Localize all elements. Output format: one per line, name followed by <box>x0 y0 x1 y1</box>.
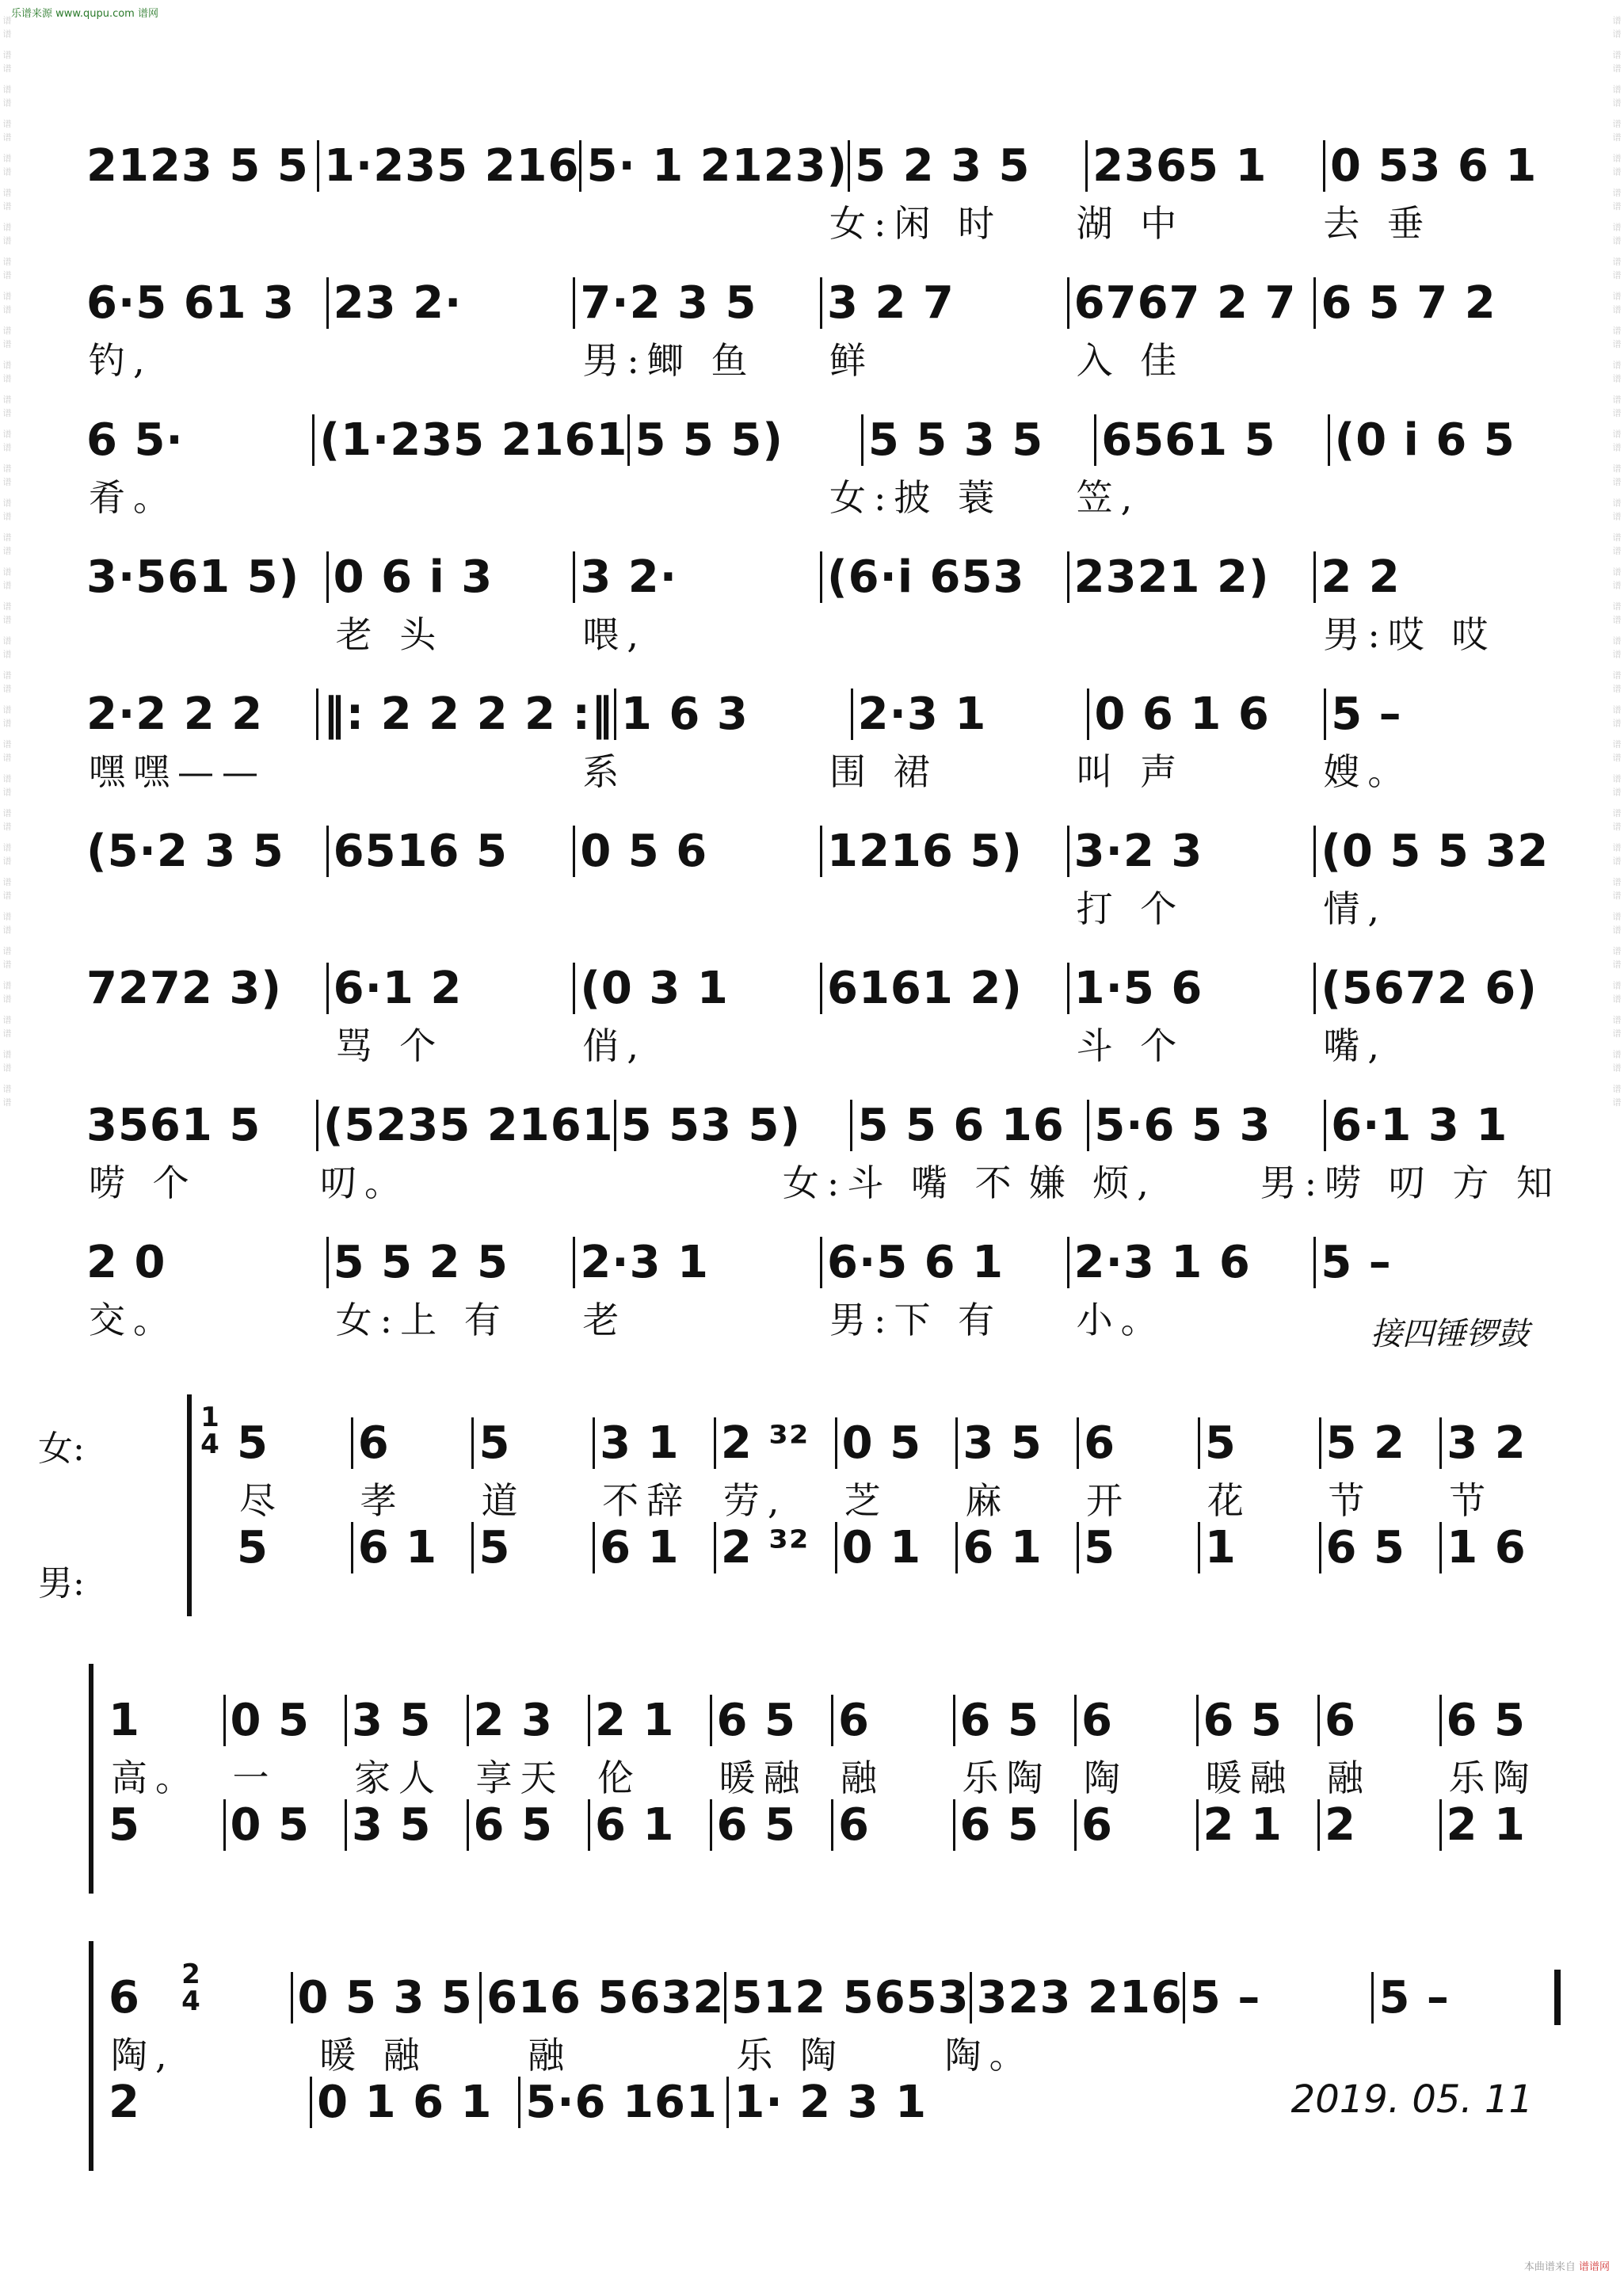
measure: 6 1 <box>955 1522 1077 1573</box>
score-line-2 <box>79 273 1561 382</box>
measure: 0 5 3 5 <box>291 1972 480 2024</box>
measure: 1 <box>109 1694 140 1746</box>
measure: 6 <box>831 1695 953 1746</box>
lyric: 节 <box>1449 1479 1494 1522</box>
measure: 3 2 <box>1439 1417 1561 1469</box>
measure: 6161 2) <box>820 963 1067 1014</box>
measure: (0 3 1 <box>573 963 820 1014</box>
measure: 2 2 <box>1313 551 1561 603</box>
measure: 6 5 <box>953 1799 1075 1851</box>
measure: 2 <box>1317 1799 1439 1851</box>
male-part-label: 男: <box>38 1563 85 1604</box>
measure: 6 <box>109 1971 140 2024</box>
score-line-8 <box>79 1096 1561 1204</box>
measure: 2 ³² <box>714 1417 835 1469</box>
side-watermark-right: 谱谱 谱谱 谱谱 谱谱 谱谱 谱谱 谱谱 谱谱 谱谱 谱谱 谱谱 谱谱 谱谱 谱谱 谱谱 谱谱 谱谱 谱谱 谱谱 谱谱 谱谱 谱谱 谱谱 谱谱 谱谱 谱谱 谱谱 谱谱 谱谱 谱谱 谱谱 谱谱 <box>1611 16 1622 1112</box>
measure: 6 1 <box>588 1799 710 1851</box>
measure: 5 – <box>1183 1972 1372 2024</box>
lyric: 老 <box>582 1299 627 1341</box>
measure: 6 <box>1074 1695 1196 1746</box>
measure: 6 <box>1074 1799 1196 1851</box>
measure: 1 6 <box>1439 1522 1561 1573</box>
transition-note: 接四锤锣鼓 <box>1370 1316 1529 1352</box>
measure: 2·2 2 2 <box>86 688 264 740</box>
lyric: 芝 <box>844 1479 889 1522</box>
measure: 0 6 1 6 <box>1087 688 1324 740</box>
lyric: 乐陶 <box>962 1757 1051 1799</box>
measure: 1·235 216 <box>317 140 580 192</box>
measure: 6516 5 <box>326 826 574 877</box>
measure: 6 <box>1077 1417 1198 1469</box>
lyric: 乐 陶 <box>736 2034 845 2077</box>
lyric: 劳, <box>722 1479 787 1522</box>
lyric: 陶 <box>1084 1757 1128 1799</box>
lyric: 唠 个 <box>89 1161 197 1204</box>
lyric: 暖融 <box>1205 1757 1294 1799</box>
lyric: 老 头 <box>335 613 444 656</box>
measure: 2·3 1 <box>851 688 1088 740</box>
measure: 1· 2 3 1 <box>726 2077 935 2128</box>
measure: 5 <box>237 1417 269 1469</box>
lyric: 道 <box>481 1479 526 1522</box>
measure: 6767 2 7 <box>1067 277 1314 329</box>
lyric: 男:下 有 <box>829 1299 1003 1341</box>
score-line-9 <box>79 1233 1561 1341</box>
measure: 616 5632 <box>479 1972 724 2024</box>
measure: 6 1 <box>351 1522 472 1573</box>
measure: 6 5 <box>467 1799 589 1851</box>
lyric: 入 佳 <box>1076 339 1185 382</box>
lyric: 肴。 <box>89 476 177 519</box>
lyric: 男:鲫 鱼 <box>582 339 756 382</box>
measure: ‖: 2 2 2 2 :‖ <box>316 688 614 740</box>
lyric: 女:闲 时 <box>829 202 1003 245</box>
measure: 0 5 <box>835 1417 956 1469</box>
lyric: 喂, <box>582 613 646 656</box>
final-barline <box>1554 1970 1561 2025</box>
lyric: 融 <box>528 2034 573 2077</box>
lyric: 高。 <box>111 1757 200 1799</box>
lyric: 伦 <box>597 1757 642 1799</box>
measure: 6 5 7 2 <box>1313 277 1561 329</box>
side-watermark-left: 谱谱 谱谱 谱谱 谱谱 谱谱 谱谱 谱谱 谱谱 谱谱 谱谱 谱谱 谱谱 谱谱 谱谱 谱谱 谱谱 谱谱 谱谱 谱谱 谱谱 谱谱 谱谱 谱谱 谱谱 谱谱 谱谱 谱谱 谱谱 谱谱 谱谱 谱谱 谱谱 <box>2 16 12 1112</box>
measure: 5 2 3 5 <box>848 140 1085 192</box>
lyric: 嫂。 <box>1323 750 1412 793</box>
measure: 6·5 6 1 <box>820 1237 1067 1288</box>
measure: 6 5 <box>1196 1695 1318 1746</box>
lyric: 男:哎 哎 <box>1323 613 1496 656</box>
measure: 5 – <box>1313 1237 1561 1288</box>
measure: 323 216 <box>970 1972 1183 2024</box>
measure: 0 6 i 3 <box>326 551 574 603</box>
measure: 6 5 <box>1439 1695 1561 1746</box>
measure: 6 <box>351 1417 472 1469</box>
measure: 5 <box>1077 1522 1198 1573</box>
lyric: 系 <box>582 750 627 793</box>
lyric: 孝 <box>360 1479 405 1522</box>
lyric: 叫 声 <box>1076 750 1185 793</box>
measure: 0 1 6 1 <box>310 2077 518 2128</box>
score-line-6 <box>79 822 1561 930</box>
measure: 3 5 <box>345 1695 467 1746</box>
measure: 3 2 7 <box>820 277 1067 329</box>
measure: (5235 2161 <box>316 1100 614 1151</box>
measure: 1 6 3 <box>614 688 851 740</box>
lyric: 打 个 <box>1076 887 1185 930</box>
lyric: 不辞 <box>602 1479 692 1522</box>
measure: 2123 5 5 <box>86 139 309 192</box>
lyric: 享天 <box>475 1757 565 1799</box>
measure: (0 5 5 32 <box>1313 826 1561 877</box>
measure: 6561 5 <box>1094 414 1327 466</box>
measure: 2 1 <box>1196 1799 1318 1851</box>
measure: 6·5 61 3 <box>86 277 295 329</box>
measure: 6·1 3 1 <box>1324 1100 1561 1151</box>
source-note: 乐谱来源 www.qupu.com 谱网 <box>11 8 158 20</box>
lyric: 一 <box>232 1757 277 1799</box>
measure: 6 <box>1317 1695 1439 1746</box>
lyric: 嘿嘿—— <box>89 750 266 793</box>
lyric: 陶, <box>111 2034 175 2077</box>
measure: 5·6 161 <box>518 2077 726 2128</box>
measure: 5 5 3 5 <box>861 414 1094 466</box>
measure: 5 53 5) <box>614 1100 851 1151</box>
measure: 5·6 5 3 <box>1087 1100 1324 1151</box>
lyric: 笠, <box>1076 476 1141 519</box>
score-line-4 <box>79 547 1561 656</box>
measure: 2 1 <box>1439 1799 1561 1851</box>
measure: 6 5 <box>1319 1522 1440 1573</box>
measure: 3 5 <box>345 1799 467 1851</box>
measure: 5· 1 2123) <box>579 140 848 192</box>
lyric: 斗 个 <box>1076 1024 1185 1067</box>
lyric: 家人 <box>354 1757 443 1799</box>
measure: 6 <box>831 1799 953 1851</box>
time-signature: 1 4 <box>200 1402 219 1460</box>
lyric: 女:上 有 <box>335 1299 509 1341</box>
measure: 23 2· <box>326 277 574 329</box>
measure: 2 ³² <box>714 1522 835 1573</box>
measure: 5 <box>471 1522 593 1573</box>
score-line-7 <box>79 959 1561 1067</box>
score-line-5 <box>79 685 1561 793</box>
measure: 5 5 6 16 <box>850 1100 1087 1151</box>
measure: 2321 2) <box>1067 551 1314 603</box>
lyric: 融 <box>1327 1757 1371 1799</box>
lyric: 尽 <box>239 1479 284 1522</box>
lyric: 陶。 <box>944 2034 1034 2077</box>
measure: 3 5 <box>955 1417 1077 1469</box>
lyric: 节 <box>1328 1479 1373 1522</box>
lyric: 嘴, <box>1323 1024 1387 1067</box>
lyric: 麻 <box>965 1479 1010 1522</box>
lyric: 暖 融 <box>319 2034 428 2077</box>
system-brace <box>89 1664 93 1894</box>
lyric: 情, <box>1323 887 1387 930</box>
lyric: 开 <box>1086 1479 1131 1522</box>
measure: 6 5 <box>953 1695 1075 1746</box>
footer-watermark: 本曲谱来自 谱谱网 <box>1523 2261 1610 2273</box>
measure: 0 53 6 1 <box>1323 140 1561 192</box>
score-line-1 <box>79 136 1561 245</box>
lyric: 骂 个 <box>335 1024 444 1067</box>
measure: 5 <box>109 1798 140 1851</box>
measure: (6·i 653 <box>820 551 1067 603</box>
measure: 3·2 3 <box>1067 826 1314 877</box>
measure: 3 1 <box>593 1417 714 1469</box>
lyric: 围 裙 <box>829 750 938 793</box>
measure: 7·2 3 5 <box>573 277 820 329</box>
lyric: 男:唠 叨 方 知 <box>1260 1161 1561 1204</box>
lyric: 小。 <box>1076 1299 1165 1341</box>
measure: 2365 1 <box>1085 140 1323 192</box>
measure: 3 2· <box>573 551 820 603</box>
measure: 1·5 6 <box>1067 963 1314 1014</box>
measure: 2 0 <box>86 1236 166 1288</box>
lyric: 女:斗 嘴 不 <box>782 1161 1020 1204</box>
measure: 5 – <box>1324 688 1561 740</box>
time-signature: 2 4 <box>181 1959 200 2017</box>
lyric: 女:披 蓑 <box>829 476 1003 519</box>
lyric: 嫌 烦, <box>1028 1161 1157 1204</box>
measure: (5·2 3 5 <box>86 825 284 877</box>
measure: 6 5· <box>86 414 184 466</box>
measure: 6 1 <box>593 1522 714 1573</box>
system-brace <box>187 1394 192 1616</box>
score-line-3 <box>79 410 1561 519</box>
date-stamp: 2019. 05. 11 <box>1290 2077 1533 2122</box>
measure: 2 <box>109 2076 140 2128</box>
measure: 2·3 1 6 <box>1067 1237 1314 1288</box>
measure: 1 <box>1198 1522 1319 1573</box>
measure: 5 <box>237 1521 269 1573</box>
measure: 3·561 5) <box>86 551 300 603</box>
measure: 2 1 <box>588 1695 710 1746</box>
measure: (5672 6) <box>1313 963 1561 1014</box>
measure: 5 – <box>1371 1972 1561 2024</box>
measure: 7272 3) <box>86 962 282 1014</box>
measure: 5 <box>1198 1417 1319 1469</box>
lyric: 鲜 <box>829 339 874 382</box>
lyric: 乐陶 <box>1448 1757 1538 1799</box>
lyric: 钓, <box>89 339 153 382</box>
measure: 2·3 1 <box>573 1237 820 1288</box>
measure: 0 5 6 <box>573 826 820 877</box>
measure: 2 3 <box>467 1695 589 1746</box>
lyric: 融 <box>841 1757 885 1799</box>
measure: 5 2 <box>1319 1417 1440 1469</box>
measure: 0 5 <box>223 1695 345 1746</box>
female-part-label: 女: <box>38 1428 85 1469</box>
measure: 6·1 2 <box>326 963 574 1014</box>
lyric: 去 垂 <box>1323 202 1431 245</box>
lyric: 暖融 <box>719 1757 808 1799</box>
measure: 5 5 2 5 <box>326 1237 574 1288</box>
measure: 512 5653 <box>724 1972 969 2024</box>
measure: (1·235 2161 <box>312 414 627 466</box>
lyric: 交。 <box>89 1299 177 1341</box>
measure: 5 5 5) <box>627 414 860 466</box>
measure: 0 1 <box>835 1522 956 1573</box>
measure: 6 5 <box>710 1695 832 1746</box>
measure: 6 5 <box>710 1799 832 1851</box>
measure: 0 5 <box>223 1799 345 1851</box>
measure: 3561 5 <box>86 1099 261 1151</box>
measure: (0 i 6 5 <box>1328 414 1561 466</box>
lyric: 叨。 <box>319 1161 409 1204</box>
lyric: 湖 中 <box>1076 202 1185 245</box>
lyric: 花 <box>1207 1479 1252 1522</box>
lyric: 俏, <box>582 1024 646 1067</box>
system-brace <box>89 1941 93 2171</box>
measure: 1216 5) <box>820 826 1067 877</box>
measure: 5 <box>471 1417 593 1469</box>
